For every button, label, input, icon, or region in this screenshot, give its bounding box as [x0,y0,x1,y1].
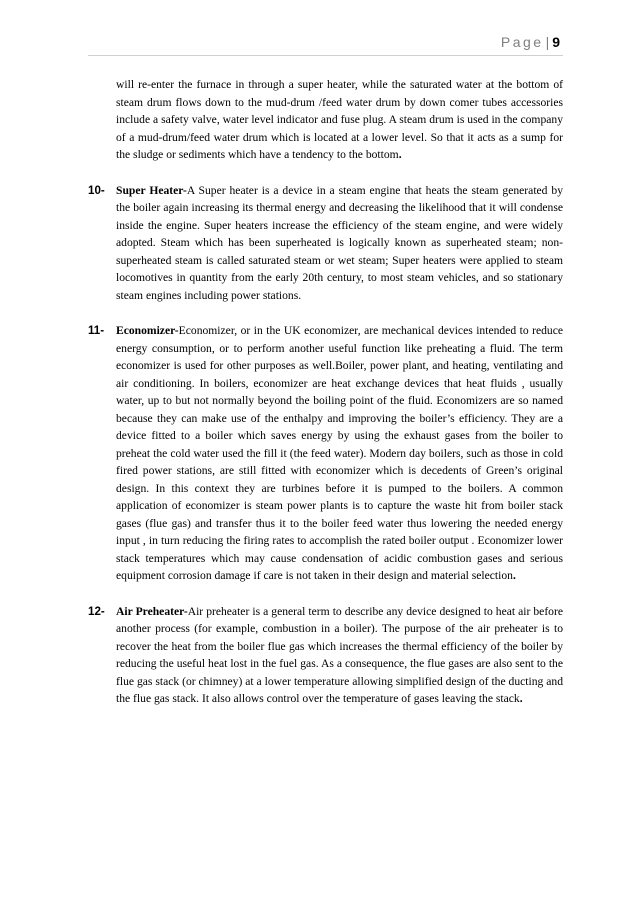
list-item-economizer [88,322,563,585]
item-end: . [512,569,516,582]
page-separator: | [545,34,550,50]
list-item-super-heater [88,182,563,305]
intro-text: will re-enter the furnace in through a super heater, while the saturated water at the bottom of steam drum flows down to the mud-drum /feed water drum by down comer tubes accessories include a safety valve, water level indicator and fuse plug. A steam drum is used in the company of a mud-drum/feed water drum which is located at a lower level. So that it acts as a sump for the sludge or sediments which have a tendency to the bottom [116,78,563,161]
page-label: Page [500,34,544,50]
item-body: A Super heater is a device in a steam engine that heats the steam generated by the boiler again increasing its thermal energy and decreasing the likelihood that it will condense inside the engine. Super heaters increase the efficiency of the steam engine, and were widely adopted. Steam which has been superheated is logically known as superheated steam; non-superheated steam is called saturated steam or wet steam; Super heaters were applied to steam locomotives in quantity from the early 20th century, to most steam vehicles, and so stationary steam engines including power stations. [116,183,563,302]
item-heading: Air Preheater- [116,604,188,618]
item-body: Air preheater is a general term to describe any device designed to heat air before another process (for example, combustion in a boiler). The purpose of the air preheater is to recover the heat from the boiler flue gas which increases the thermal efficiency of the boiler by reducing the useful heat lost in the fuel gas. As a consequence, the flue gases are also sent to the flue gas stack (or chimney) at a lower temperature allowing simplified design of the ducting and the flue gas stack. It also allows control over the temperature of gases leaving the stack [116,604,563,705]
item-body: Economizer, or in the UK economizer, are mechanical devices intended to reduce energy consumption, or to perform another useful function like preheating a fluid. The term economizer is used for other purposes as well.Boiler, power plant, and heating, ventilating and air conditioning. In boilers, economizer are heat exchange devices that heat fluids , usually water, up to but not normally beyond the boiling point of the fluid. Economizers are so named because they can make use of the enthalpy and improving the boiler’s efficiency. They are a device fitted to a boiler which saves energy by using the exhaust gases from the boiler to preheat the cold water used the fill it (the feed water). Modern day boilers, such as those in cold fired power stations, are still fitted with economizer which is decedents of Green’s original design. In this context they are turbines before it is pumped to the boilers. A common application of economizer is steam power plants is to capture the waste hit from boiler stack gases (flue gas) and transfer thus it to the boiler feed water thus lowering the needed energy input , in turn reducing the firing rates to accomplish the rated boiler output . Economizer lower stack temperatures which may cause condensation of acidic combustion gases and serious equipment corrosion damage if care is not taken in their design and material selection [116,324,563,582]
item-number: 10- [88,183,105,197]
intro-end: . [398,148,402,161]
item-end: . [519,692,523,705]
list-item-air-preheater [88,603,563,708]
page-number: 9 [552,34,560,50]
page-header [501,34,560,50]
header-divider [88,55,563,56]
item-number: 12- [88,604,105,618]
item-number: 11- [88,324,105,337]
intro-paragraph [116,76,563,164]
item-heading: Economizer- [116,324,179,337]
document-body [89,76,563,726]
item-heading: Super Heater- [116,183,187,197]
